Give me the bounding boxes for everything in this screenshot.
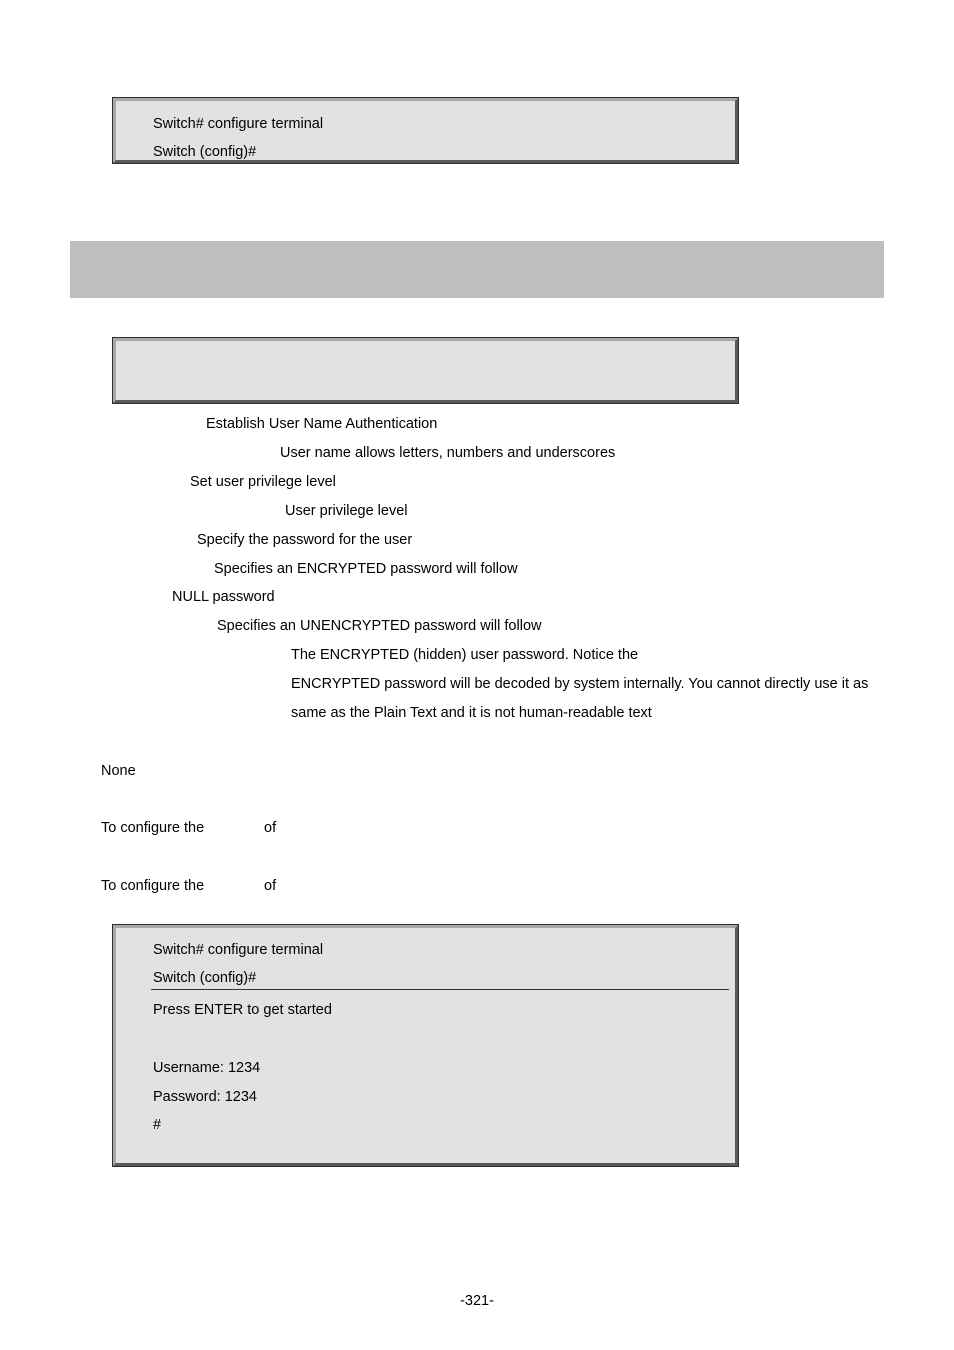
code-example-box: [113, 925, 738, 1166]
code-divider: [151, 989, 729, 990]
section-heading-bar: [70, 241, 884, 298]
code-example-box: [113, 98, 738, 163]
code-line: Switch# configure terminal: [153, 942, 324, 958]
param-description: User name allows letters, numbers and underscores: [280, 445, 616, 461]
usage-suffix: of: [264, 820, 277, 836]
code-line: Switch (config)#: [153, 144, 257, 160]
code-line: #: [153, 1117, 162, 1133]
default-value: None: [101, 763, 136, 779]
code-line: Username: 1234: [153, 1060, 261, 1076]
param-description: Establish User Name Authentication: [206, 416, 438, 432]
param-description: same as the Plain Text and it is not human-readable text: [291, 705, 652, 721]
param-description: Set user privilege level: [190, 474, 336, 490]
code-line: Switch# configure terminal: [153, 116, 324, 132]
param-description: Specifies an ENCRYPTED password will follow: [214, 561, 518, 577]
page-number: -321-: [460, 1293, 494, 1309]
code-line: Switch (config)#: [153, 970, 257, 986]
param-description: The ENCRYPTED (hidden) user password. Notice the: [291, 647, 639, 663]
param-description: Specify the password for the user: [197, 532, 413, 548]
usage-prefix: To configure the: [101, 820, 205, 836]
param-description: User privilege level: [285, 503, 408, 519]
param-description: Specifies an UNENCRYPTED password will follow: [217, 618, 542, 634]
usage-suffix: of: [264, 878, 277, 894]
param-description: ENCRYPTED password will be decoded by system internally. You cannot directly use it as: [291, 676, 869, 692]
syntax-box: [113, 338, 738, 403]
param-description: NULL password: [172, 589, 275, 605]
usage-prefix: To configure the: [101, 878, 205, 894]
code-line: Password: 1234: [153, 1089, 257, 1105]
code-line: Press ENTER to get started: [153, 1002, 332, 1018]
